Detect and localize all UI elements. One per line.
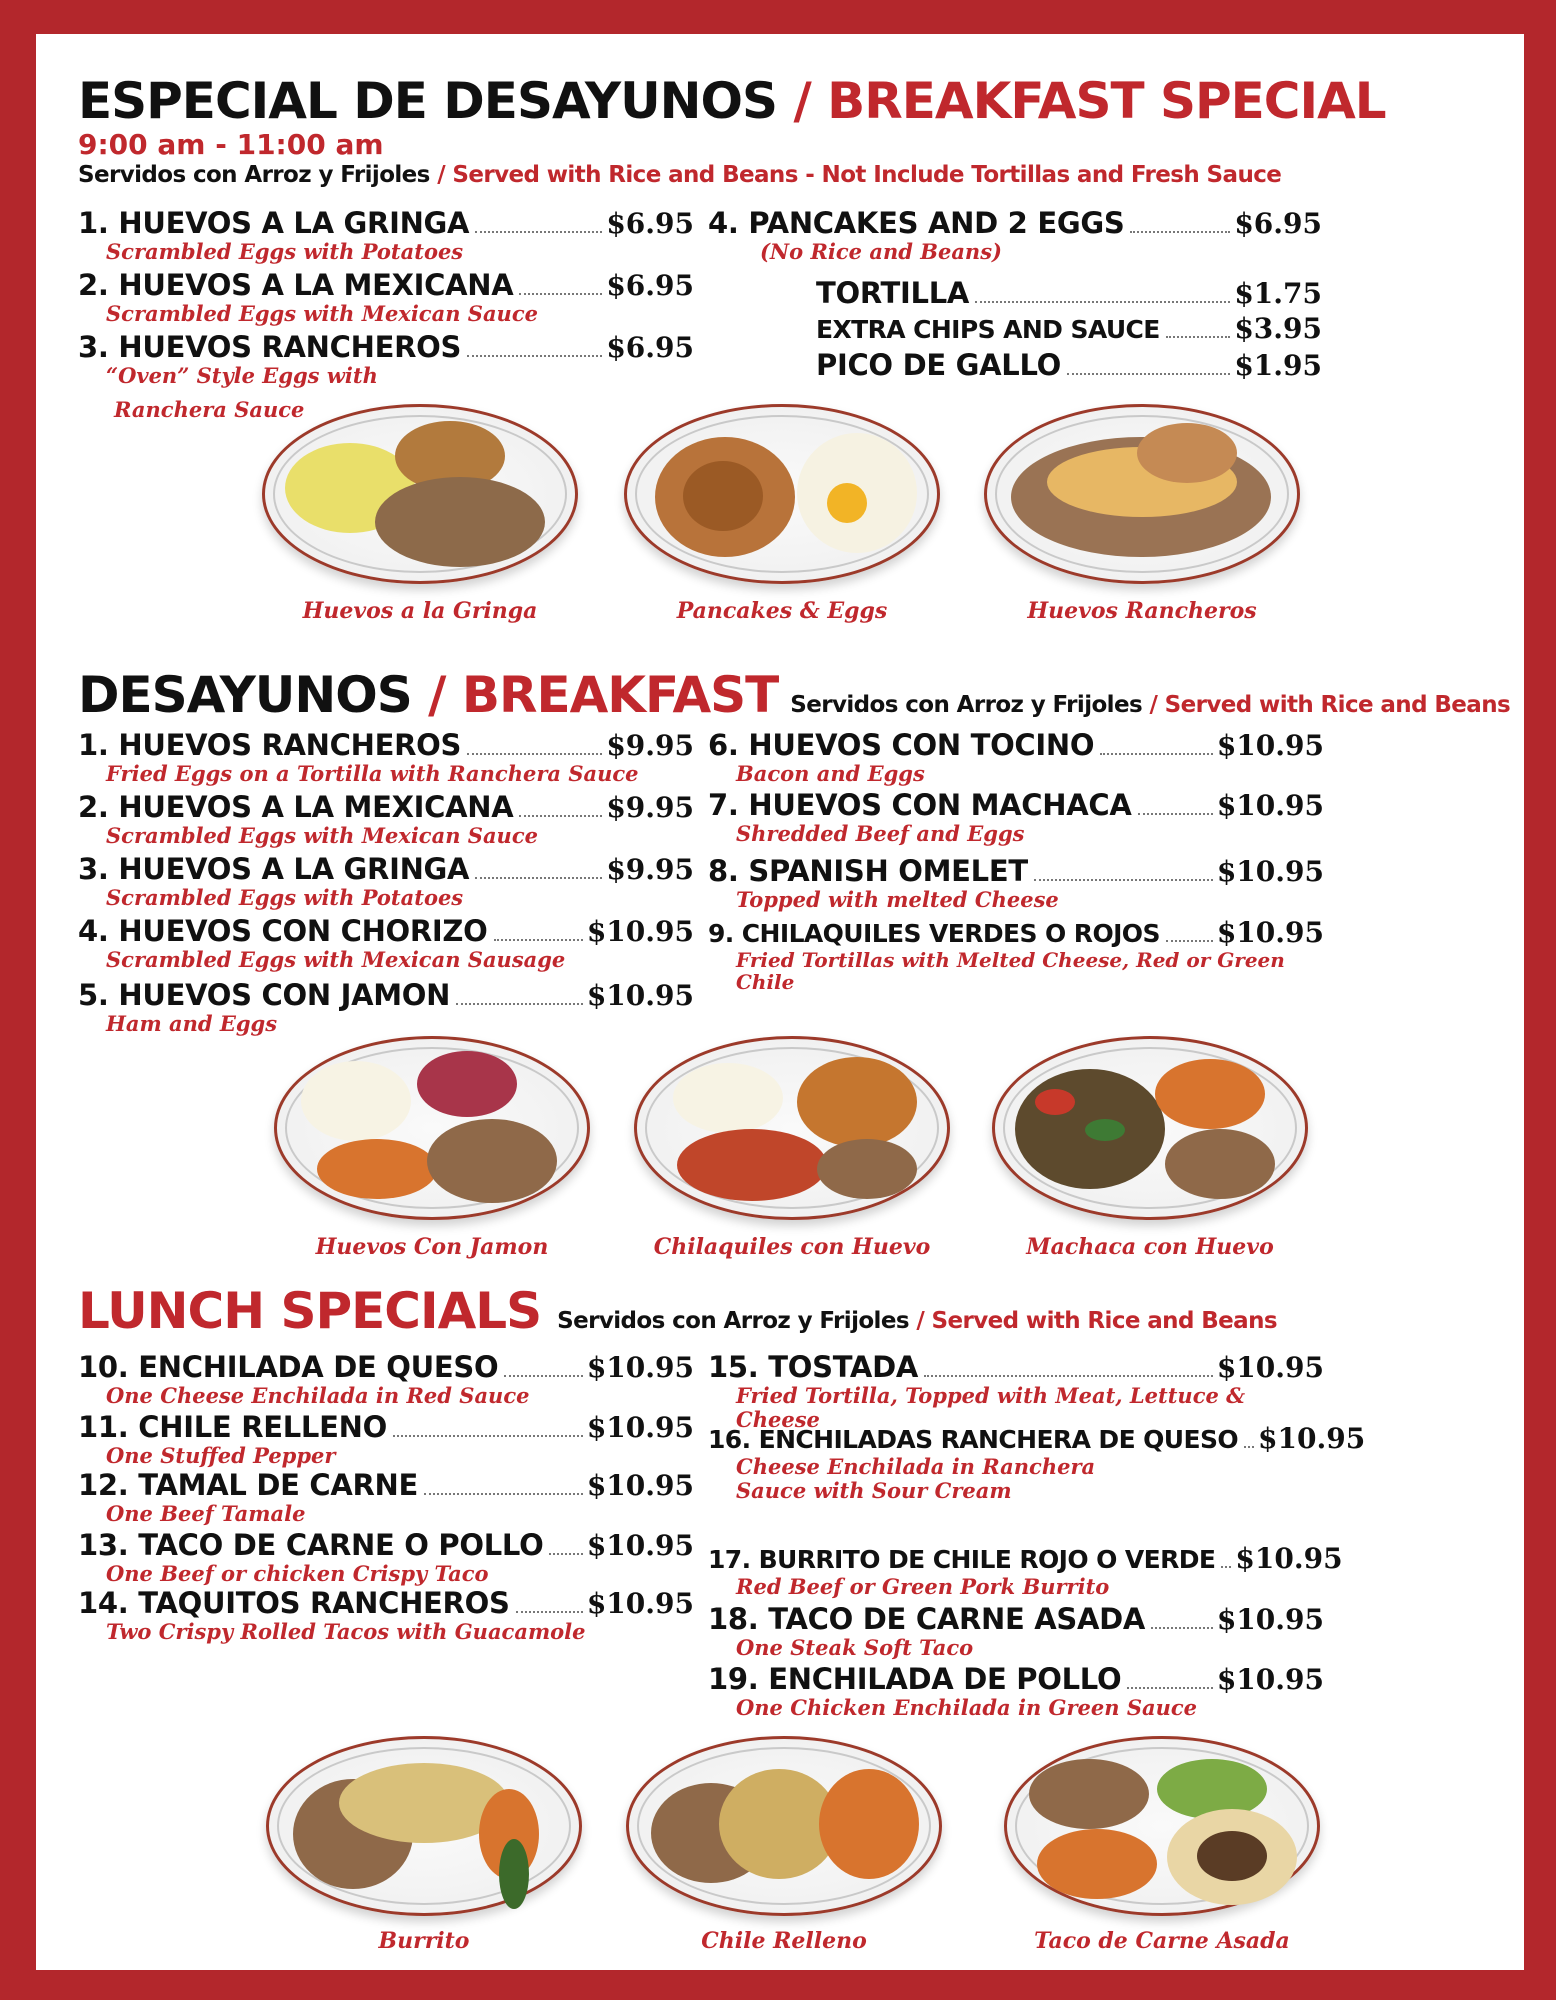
menu-item: [708, 854, 1324, 912]
item-description: One Stuffed Pepper: [106, 1443, 336, 1468]
extra-item: [816, 312, 1322, 345]
item-description: One Beef or chicken Crispy Taco: [106, 1561, 489, 1586]
item-description: Red Beef or Green Pork Burrito: [736, 1574, 1110, 1599]
served-en: / Served with Rice and Beans - Not Include Tortillas and Fresh Sauce: [429, 162, 1282, 188]
item-price: $6.95: [606, 207, 694, 240]
item-name: 4. PANCAKES AND 2 EGGS: [708, 206, 1125, 240]
leader-dots: [519, 815, 602, 817]
item-price: $10.95: [586, 915, 694, 948]
plate: [626, 1736, 942, 1916]
dish-photo: [626, 1034, 958, 1274]
breakfast-hours: 9:00 am - 11:00 am: [78, 128, 384, 161]
item-description: Topped with melted Cheese: [736, 887, 1059, 912]
photo-caption: Huevos Con Jamon: [315, 1234, 549, 1260]
leader-dots: [516, 1611, 583, 1613]
item-description: Cheese Enchilada in Ranchera Sauce with Sour Cream: [736, 1454, 1096, 1503]
leader-dots: [519, 293, 602, 295]
item-name: 14. TAQUITOS RANCHEROS: [78, 1586, 510, 1620]
item-price: $10.95: [1216, 1663, 1324, 1696]
item-price: $9.95: [606, 729, 694, 762]
menu-item: [78, 852, 694, 910]
served-en: / Served with Rice and Beans: [1142, 692, 1511, 718]
item-price: $10.95: [1216, 855, 1324, 888]
item-price: $10.95: [586, 1529, 694, 1562]
item-name: 17. BURRITO DE CHILE ROJO O VERDE: [708, 1545, 1216, 1574]
item-name: 11. CHILE RELLENO: [78, 1410, 387, 1444]
item-name: 10. ENCHILADA DE QUESO: [78, 1350, 499, 1384]
menu-item: [708, 728, 1324, 786]
item-description: “Oven” Style Eggs with: [106, 363, 378, 388]
plate: [634, 1036, 950, 1220]
photo-caption: Pancakes & Eggs: [676, 598, 888, 624]
item-description: Scrambled Eggs with Mexican Sausage: [106, 947, 566, 972]
item-name: 16. ENCHILADAS RANCHERA DE QUESO: [708, 1425, 1239, 1454]
item-price: $10.95: [586, 1411, 694, 1444]
item-description: Scrambled Eggs with Mexican Sauce: [106, 301, 538, 326]
item-description: Scrambled Eggs with Mexican Sauce: [106, 823, 538, 848]
photo-caption: Huevos Rancheros: [1027, 598, 1257, 624]
item-description-2: Ranchera Sauce: [114, 396, 305, 422]
photo-caption: Huevos a la Gringa: [302, 598, 538, 624]
leader-dots: [504, 1375, 582, 1377]
item-description: Fried Tortilla, Topped with Meat, Lettuce & Cheese: [736, 1383, 1246, 1432]
title-separator: /: [411, 666, 462, 724]
breakfast-title-en: BREAKFAST: [461, 666, 779, 724]
menu-item: [708, 1422, 1366, 1503]
item-name: 18. TACO DE CARNE ASADA: [708, 1602, 1146, 1636]
leader-dots: [1244, 1446, 1254, 1448]
lunch-title: LUNCH SPECIALS: [78, 1282, 542, 1340]
extra-name: EXTRA CHIPS AND SAUCE: [816, 315, 1160, 344]
item-description: Fried Eggs on a Tortilla with Ranchera Sauce: [106, 761, 639, 786]
item-description: Shredded Beef and Eggs: [736, 821, 1025, 846]
breakfast-special-heading: [78, 72, 1386, 130]
photo-caption: Burrito: [378, 1928, 470, 1954]
leader-dots: [1034, 879, 1213, 881]
dish-photo: [996, 1734, 1328, 1964]
leader-dots: [1221, 1566, 1231, 1568]
extra-item: [816, 276, 1322, 310]
plate: [262, 404, 578, 584]
extra-price: $1.75: [1234, 277, 1322, 310]
menu-item: [78, 790, 694, 848]
item-price: $10.95: [1216, 1351, 1324, 1384]
item-name: 1. HUEVOS A LA GRINGA: [78, 206, 470, 240]
extra-item: [816, 348, 1322, 382]
served-es: Servidos con Arroz y Frijoles: [557, 1308, 909, 1334]
item-name: 2. HUEVOS A LA MEXICANA: [78, 268, 514, 302]
item-price: $10.95: [586, 1469, 694, 1502]
served-es: Servidos con Arroz y Frijoles: [78, 162, 430, 188]
leader-dots: [1166, 940, 1213, 942]
item-price: $10.95: [586, 1351, 694, 1384]
plate: [992, 1036, 1308, 1220]
plate: [1004, 1736, 1320, 1916]
leader-dots: [1067, 373, 1230, 375]
breakfast-special-title-es: ESPECIAL DE DESAYUNOS: [78, 72, 778, 130]
extra-name: TORTILLA: [816, 276, 970, 310]
item-description: Bacon and Eggs: [736, 761, 925, 786]
served-en: / Served with Rice and Beans: [908, 1308, 1277, 1334]
dish-photo: [258, 1734, 590, 1964]
item-name: 1. HUEVOS RANCHEROS: [78, 728, 462, 762]
item-description: Ham and Eggs: [106, 1011, 278, 1036]
item-description: One Cheese Enchilada in Red Sauce: [106, 1383, 530, 1408]
lunch-heading: [78, 1282, 1277, 1340]
menu-item: [708, 916, 1324, 994]
leader-dots: [467, 355, 602, 357]
extra-price: $3.95: [1234, 312, 1322, 345]
item-name: 13. TACO DE CARNE O POLLO: [78, 1528, 544, 1562]
item-price: $10.95: [1235, 1542, 1343, 1575]
item-description: Two Crispy Rolled Tacos with Guacamole: [106, 1619, 586, 1644]
photo-caption: Taco de Carne Asada: [1034, 1928, 1290, 1954]
leader-dots: [424, 1493, 583, 1495]
menu-item: [708, 1350, 1324, 1431]
item-description: Scrambled Eggs with Potatoes: [106, 239, 464, 264]
item-name: 3. HUEVOS A LA GRINGA: [78, 852, 470, 886]
menu-item: [78, 728, 694, 786]
menu-item: [78, 1468, 694, 1526]
item-name: 2. HUEVOS A LA MEXICANA: [78, 790, 514, 824]
breakfast-special-served: [78, 162, 1281, 188]
item-description: Fried Tortillas with Melted Cheese, Red or Green Chile: [736, 948, 1285, 995]
menu-item: [708, 206, 1322, 264]
leader-dots: [1127, 1687, 1213, 1689]
menu-item: [78, 268, 694, 326]
leader-dots: [393, 1435, 583, 1437]
menu-item: [708, 1542, 1343, 1599]
item-price: $10.95: [1216, 1603, 1324, 1636]
menu-item: [78, 978, 694, 1036]
plate: [984, 404, 1300, 584]
item-name: 8. SPANISH OMELET: [708, 854, 1028, 888]
item-price: $6.95: [1234, 207, 1322, 240]
item-name: 9. CHILAQUILES VERDES O ROJOS: [708, 919, 1160, 948]
item-price: $10.95: [1216, 789, 1324, 822]
breakfast-special-title-en: BREAKFAST SPECIAL: [827, 72, 1386, 130]
item-price: $9.95: [606, 853, 694, 886]
dish-photo: [976, 402, 1308, 634]
plate: [274, 1036, 590, 1220]
menu-item: [78, 914, 694, 972]
leader-dots: [456, 1003, 583, 1005]
menu-item: [78, 1350, 694, 1408]
leader-dots: [924, 1375, 1213, 1377]
item-name: 15. TOSTADA: [708, 1350, 918, 1384]
menu-item: [78, 1410, 694, 1468]
breakfast-title-es: DESAYUNOS: [78, 666, 412, 724]
item-price: $6.95: [606, 269, 694, 302]
item-description: One Steak Soft Taco: [736, 1635, 974, 1660]
dish-photo: [984, 1034, 1316, 1274]
dish-photo: [616, 402, 948, 634]
served-es: Servidos con Arroz y Frijoles: [790, 692, 1143, 718]
menu-item: [78, 1586, 694, 1644]
leader-dots: [975, 301, 1230, 303]
item-name: 19. ENCHILADA DE POLLO: [708, 1662, 1122, 1696]
item-name: 3. HUEVOS RANCHEROS: [78, 330, 462, 364]
title-separator: /: [777, 72, 828, 130]
breakfast-heading: [78, 666, 1511, 724]
item-price: $10.95: [1216, 729, 1324, 762]
item-price: $10.95: [586, 1587, 694, 1620]
item-name: 12. TAMAL DE CARNE: [78, 1468, 419, 1502]
dish-photo: [266, 1034, 598, 1274]
item-description: One Chicken Enchilada in Green Sauce: [736, 1695, 1198, 1720]
leader-dots: [549, 1553, 582, 1555]
photo-caption: Chile Relleno: [701, 1928, 867, 1954]
leader-dots: [1130, 231, 1230, 233]
item-description: (No Rice and Beans): [760, 239, 1002, 264]
item-description: Scrambled Eggs with Potatoes: [106, 885, 464, 910]
item-price: $6.95: [606, 331, 694, 364]
plate: [266, 1736, 582, 1916]
menu-item: [708, 1662, 1324, 1720]
menu-item: [78, 206, 694, 264]
leader-dots: [494, 939, 583, 941]
item-name: 6. HUEVOS CON TOCINO: [708, 728, 1095, 762]
dish-photo: [618, 1734, 950, 1964]
leader-dots: [467, 753, 602, 755]
plate: [624, 404, 940, 584]
menu-item: [78, 1528, 694, 1586]
leader-dots: [475, 877, 602, 879]
item-name: 4. HUEVOS CON CHORIZO: [78, 914, 488, 948]
item-price: $10.95: [586, 979, 694, 1012]
item-name: 5. HUEVOS CON JAMON: [78, 978, 451, 1012]
item-price: $10.95: [1258, 1422, 1366, 1455]
photo-caption: Chilaquiles con Huevo: [653, 1234, 931, 1260]
item-description: One Beef Tamale: [106, 1501, 306, 1526]
extra-name: PICO DE GALLO: [816, 348, 1061, 382]
item-name: 7. HUEVOS CON MACHACA: [708, 788, 1132, 822]
photo-caption: Machaca con Huevo: [1026, 1234, 1274, 1260]
leader-dots: [1100, 753, 1213, 755]
item-price: $10.95: [1216, 916, 1324, 949]
leader-dots: [1166, 336, 1231, 338]
leader-dots: [475, 231, 602, 233]
leader-dots: [1151, 1627, 1213, 1629]
item-price: $9.95: [606, 791, 694, 824]
dish-photo: [254, 402, 586, 634]
leader-dots: [1138, 813, 1213, 815]
menu-item: [708, 788, 1324, 846]
menu-item: [708, 1602, 1324, 1660]
extra-price: $1.95: [1234, 349, 1322, 382]
menu-page: [36, 34, 1524, 1970]
